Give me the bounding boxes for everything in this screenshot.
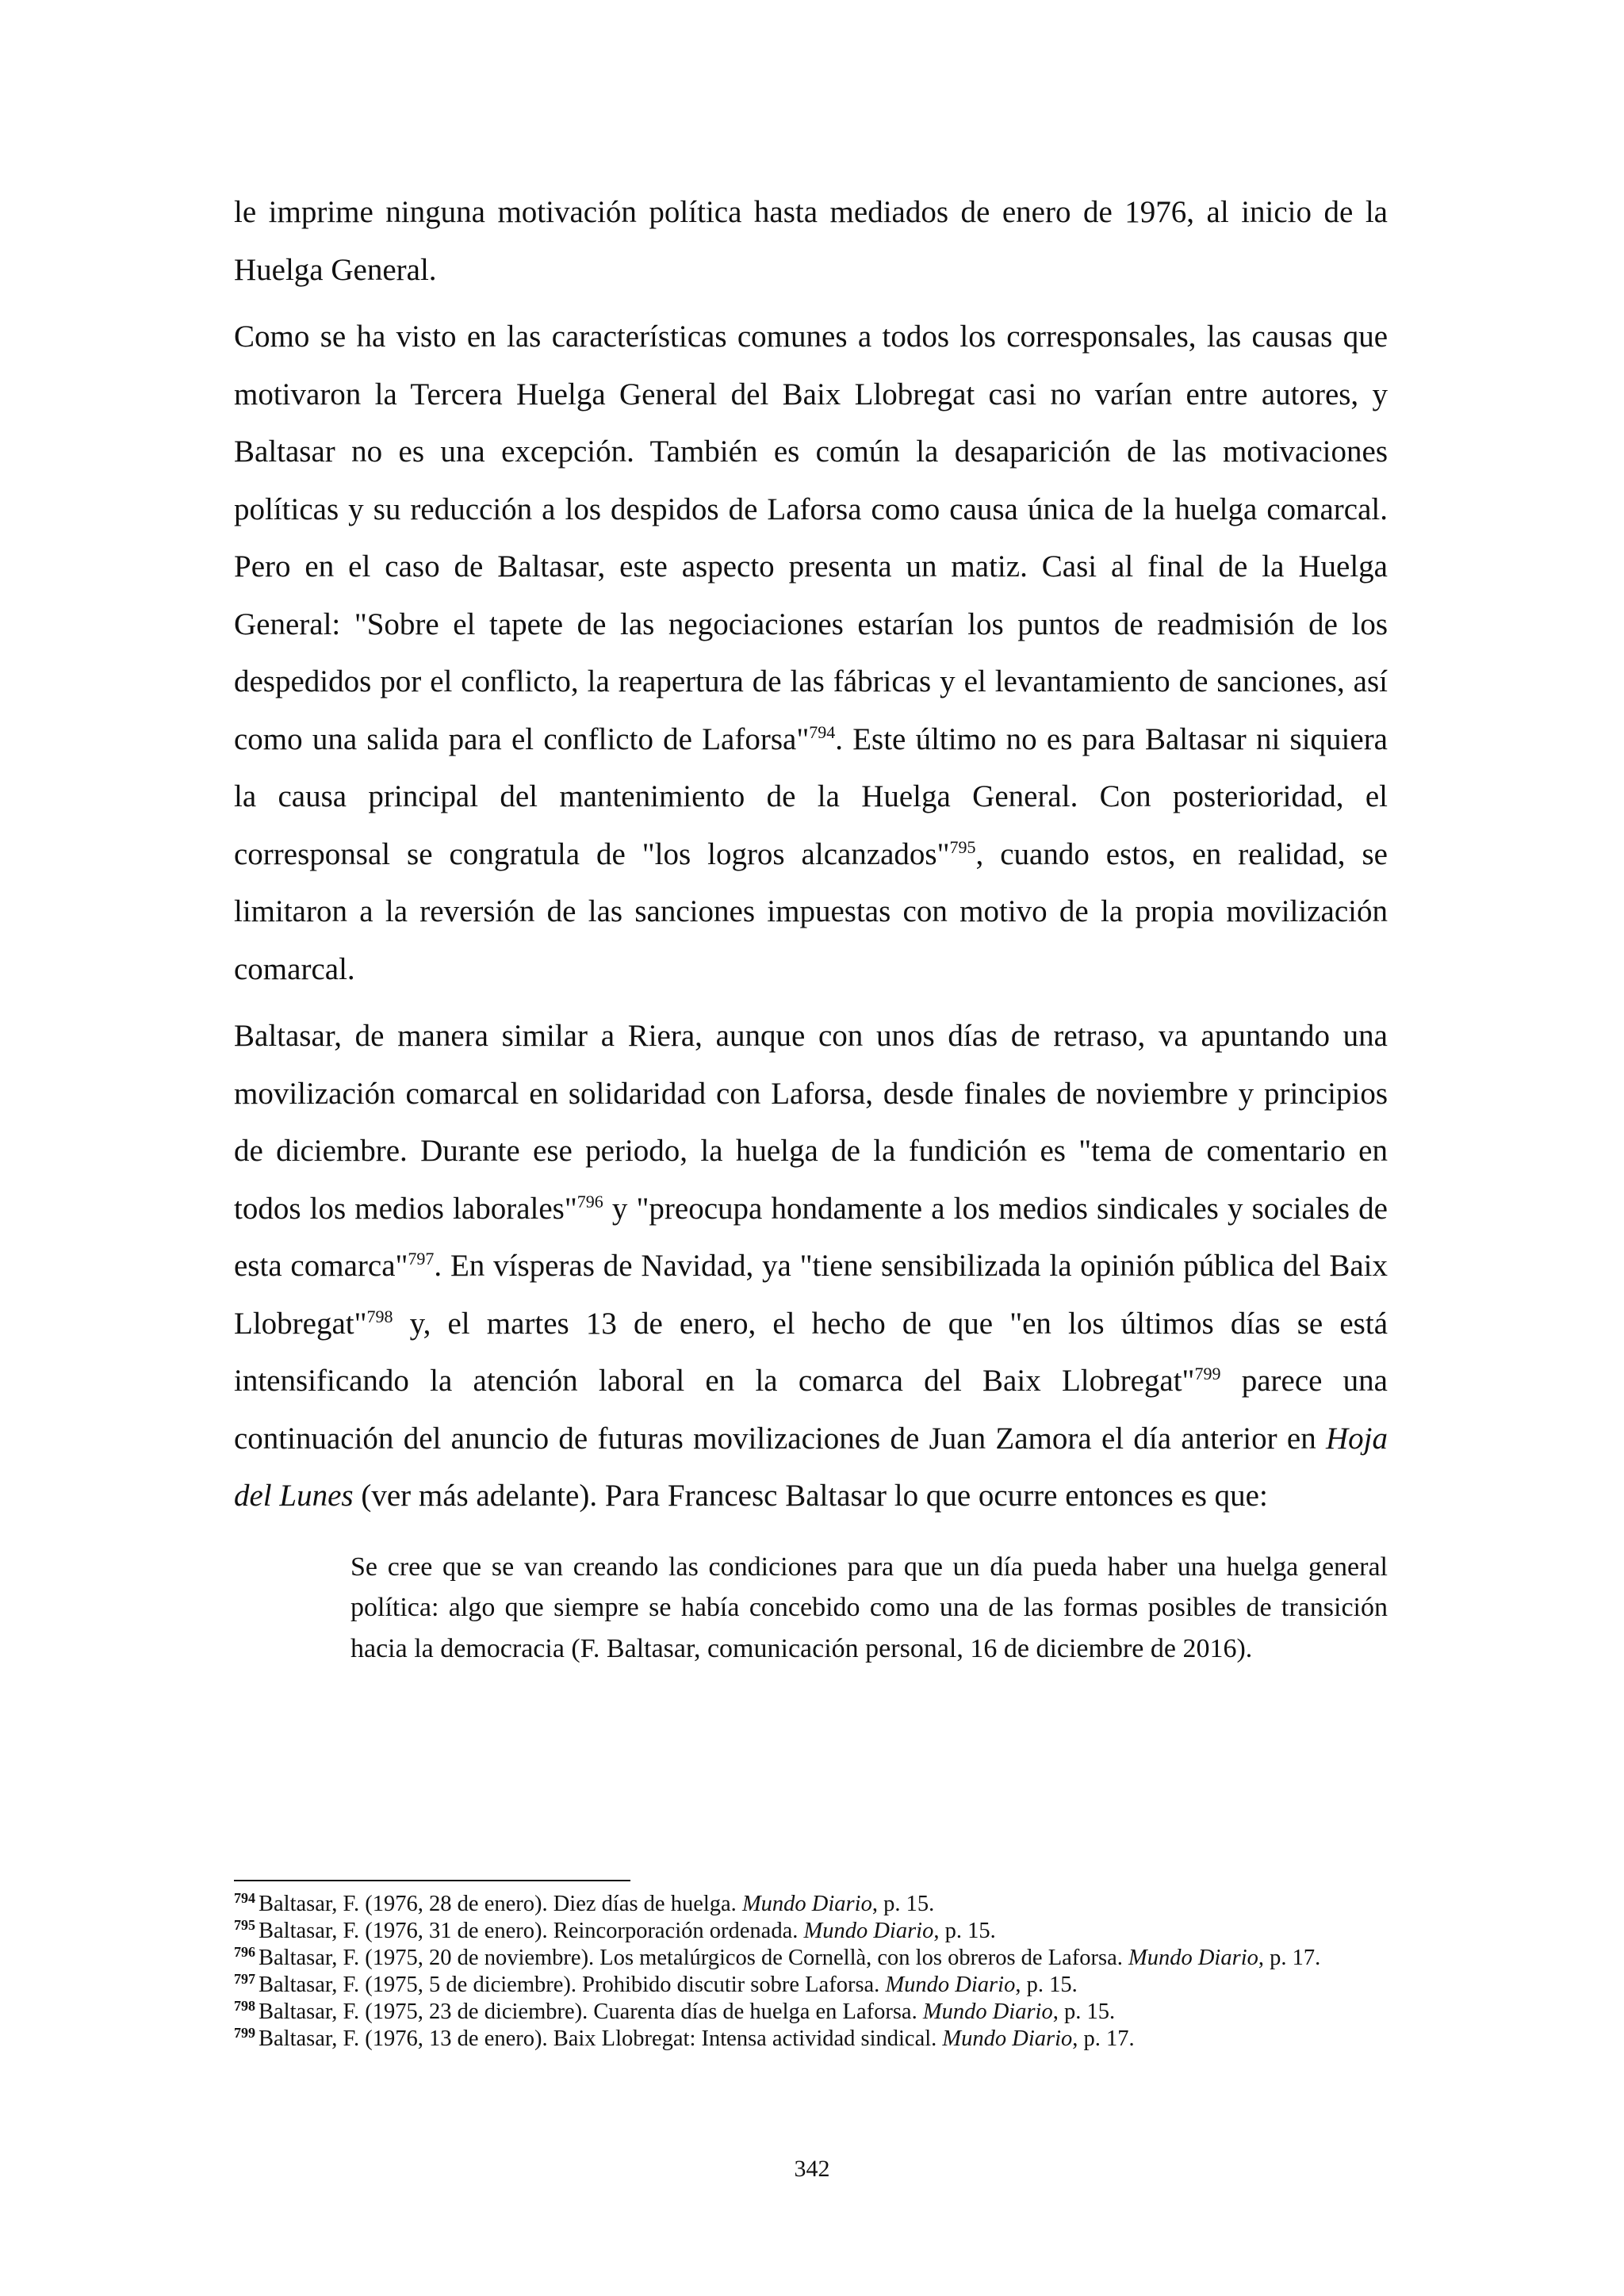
body-text [234, 184, 1388, 1669]
paragraph-3-text-c: . En vísperas de Navidad, ya "tiene sensibilizada la opinión pública del Baix Llobregat" [234, 1249, 1388, 1341]
footnote-number: 795 [234, 1916, 255, 1933]
paragraph-2-text-b: . Este último no es para Baltasar ni siquiera la causa principal del mantenimiento de la Huelga General. Con posterioridad, el corresponsal se congratula de "los logros alcanzados" [234, 721, 1388, 871]
footnote-text: Baltasar, F. (1976, 28 de enero). Diez días de huelga. [259, 1892, 742, 1916]
footnote-number: 798 [234, 1997, 255, 2014]
footnote-ref-795[interactable]: 795 [949, 836, 976, 857]
footnote-ref-796[interactable]: 796 [576, 1191, 603, 1211]
footnote-source: Mundo Diario [922, 1999, 1053, 2024]
footnote-text: Baltasar, F. (1975, 23 de diciembre). Cuarenta días de huelga en Laforsa. [259, 1999, 923, 2024]
footnote-divider [234, 1880, 630, 1881]
footnote-text: Baltasar, F. (1975, 20 de noviembre). Los metalúrgicos de Cornellà, con los obreros de Laforsa. [259, 1946, 1128, 1970]
footnote-page: , p. 15. [1015, 1973, 1078, 1997]
paragraph-3-text-b: y "preocupa hondamente a los medios sindicales y sociales de esta comarca" [234, 1191, 1388, 1283]
footnote-page: , p. 17. [1072, 2026, 1135, 2051]
footnote-number: 797 [234, 1970, 255, 1987]
paragraph-2-text-c: , cuando estos, en realidad, se limitaron a la reversión de las sanciones impuestas con motivo de la propia movilización comarcal. [234, 836, 1388, 986]
paragraph-3 [234, 1008, 1388, 1525]
footnote-794 [234, 1891, 1388, 1918]
paragraph-1-text: le imprime ninguna motivación política hasta mediados de enero de 1976, al inicio de la Huelga General. [234, 195, 1388, 287]
paragraph-3-text-e: parece una continuación del anuncio de futuras movilizaciones de Juan Zamora el día anterior en [234, 1364, 1388, 1456]
footnote-number: 796 [234, 1943, 255, 1960]
footnote-source: Mundo Diario [741, 1892, 872, 1916]
footnote-page: , p. 15. [871, 1892, 935, 1916]
paragraph-2 [234, 308, 1388, 998]
publication-title: Hoja del Lunes [234, 1421, 1388, 1513]
footnote-text: Baltasar, F. (1976, 13 de enero). Baix Llobregat: Intensa actividad sindical. [259, 2026, 943, 2051]
footnote-source: Mundo Diario [885, 1973, 1016, 1997]
page-number: 342 [794, 2156, 830, 2182]
paragraph-3-text-a: Baltasar, de manera similar a Riera, aunque con unos días de retraso, va apuntando una movilización comarcal en solidaridad con Laforsa, desde finales de noviembre y principios de diciembre. Durante ese periodo, la huelga de la fundición es "tema de comentario en todos los medios laborales" [234, 1019, 1388, 1226]
footnote-ref-799[interactable]: 799 [1194, 1364, 1221, 1383]
footnote-page: , p. 15. [933, 1919, 996, 1943]
paragraph-3-text-f: (ver más adelante). Para Francesc Baltasar lo que ocurre entonces es que: [353, 1479, 1268, 1513]
footnote-source: Mundo Diario [803, 1919, 934, 1943]
footnote-source: Mundo Diario [1128, 1946, 1258, 1970]
block-quote: Se cree que se van creando las condiciones para que un día pueda haber una huelga general política: algo que siempre se había concebido como una de las formas posibles de transición hacia la democracia (F. Baltasar, comunicación personal, 16 de diciembre de 2016). [350, 1552, 1388, 1663]
footnote-799 [234, 2026, 1388, 2053]
footnote-ref-798[interactable]: 798 [366, 1306, 393, 1326]
footnote-text: Baltasar, F. (1976, 31 de enero). Reincorporación ordenada. [259, 1919, 804, 1943]
footnote-page: , p. 17. [1258, 1946, 1321, 1970]
paragraph-3-text-d: y, el martes 13 de enero, el hecho de que "en los últimos días se está intensificando la atención laboral en la comarca del Baix Llobregat" [234, 1306, 1388, 1398]
footnote-797 [234, 1972, 1388, 1999]
footnote-ref-794[interactable]: 794 [809, 721, 836, 742]
footnote-page: , p. 15. [1052, 1999, 1116, 2024]
paragraph-1 [234, 184, 1388, 299]
footnote-795 [234, 1918, 1388, 1945]
paragraph-2-text-a: Como se ha visto en las características comunes a todos los corresponsales, las causas que motivaron la Tercera Huelga General del Baix Llobregat casi no varían entre autores, y Baltasar no es una excepción. También es común la desaparición de las motivaciones políticas y su reducción a los despidos de Laforsa como causa única de la huelga comarcal. Pero en el caso de Baltasar, este aspecto presenta un matiz. Casi al final de la Huelga General: "Sobre el tapete de las negociaciones estarían los puntos de readmisión de los despedidos por el conflicto, la reapertura de las fábricas y el levantamiento de sanciones, así como una salida para el conflicto de Laforsa" [234, 320, 1388, 756]
footnote-text: Baltasar, F. (1975, 5 de diciembre). Prohibido discutir sobre Laforsa. [259, 1973, 886, 1997]
footnote-798 [234, 1999, 1388, 2026]
footnote-number: 799 [234, 2024, 255, 2041]
footnote-ref-797[interactable]: 797 [408, 1249, 435, 1269]
footnotes [234, 1891, 1388, 2053]
footnote-796 [234, 1945, 1388, 1972]
footnote-source: Mundo Diario [942, 2026, 1073, 2051]
footnote-number: 794 [234, 1889, 255, 1906]
